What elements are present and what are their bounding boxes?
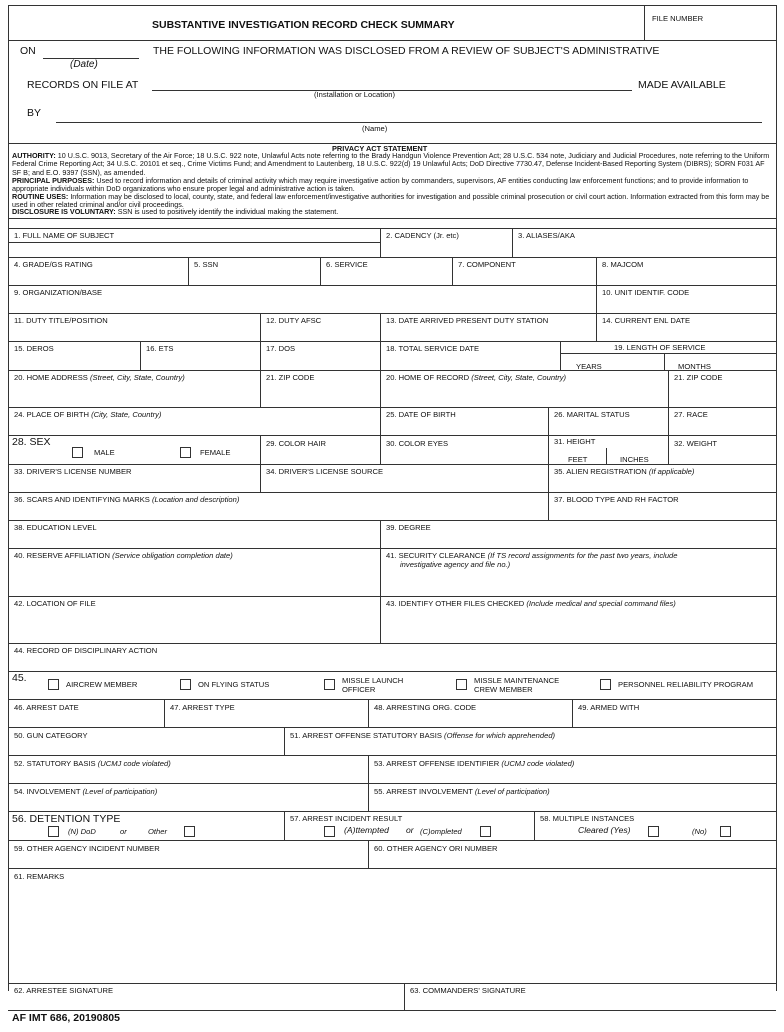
file-number-field[interactable] xyxy=(646,24,774,39)
file-number-label: FILE NUMBER xyxy=(652,14,704,23)
name-field[interactable] xyxy=(56,107,762,122)
label-arrestee-signature: 62. ARRESTEE SIGNATURE xyxy=(14,986,114,995)
label-armed-with: 49. ARMED WITH xyxy=(578,703,640,712)
date-field[interactable] xyxy=(43,44,139,58)
label-grade: 4. GRADE/GS RATING xyxy=(14,260,93,269)
label-scars: 36. SCARS AND IDENTIFYING MARKS (Location and description) xyxy=(14,495,240,504)
label-multiple-instances: 58. MULTIPLE INSTANCES xyxy=(540,814,635,823)
male-checkbox[interactable] xyxy=(72,447,83,458)
made-available-label: MADE AVAILABLE xyxy=(638,79,726,91)
label-clearance: 41. SECURITY CLEARANCE (If TS record assignments for the past two years, include xyxy=(386,551,678,560)
label-completed: (C)ompleted xyxy=(420,827,462,836)
privacy-routine: ROUTINE USES: Information may be disclosed to local, county, state, and federal law enforcement/investigative authorities for investigation and possible criminal prosecution or civil court action. Information extracted from this form may be used in other related criminal and/or civil proceedings. xyxy=(12,192,770,210)
label-45: 45. xyxy=(12,672,27,684)
missile-launch-checkbox[interactable] xyxy=(324,679,335,690)
label-race: 27. RACE xyxy=(674,410,708,419)
prp-checkbox[interactable] xyxy=(600,679,611,690)
label-statutory-basis-51: 51. ARREST OFFENSE STATUTORY BASIS (Offense for which apprehended) xyxy=(290,731,556,740)
name-hint: (Name) xyxy=(362,124,388,133)
by-label: BY xyxy=(27,107,42,119)
label-dl-source: 34. DRIVER'S LICENSE SOURCE xyxy=(266,467,384,476)
label-offense-identifier: 53. ARREST OFFENSE IDENTIFIER (UCMJ code violated) xyxy=(374,759,575,768)
label-months: MONTHS xyxy=(678,362,711,371)
label-sex: 28. SEX xyxy=(12,436,51,448)
label-other-files: 43. IDENTIFY OTHER FILES CHECKED (Include medical and special command files) xyxy=(386,599,676,608)
label-home-record: 20. HOME OF RECORD (Street, City, State, Country) xyxy=(386,373,567,382)
label-alien-reg: 35. ALIEN REGISTRATION (If applicable) xyxy=(554,467,695,476)
label-place-birth: 24. PLACE OF BIRTH (City, State, Country) xyxy=(14,410,162,419)
label-dod: (N) DoD xyxy=(68,827,96,836)
label-cleared-yes: Cleared (Yes) xyxy=(578,825,631,835)
attempted-checkbox[interactable] xyxy=(324,826,335,837)
label-arresting-org: 48. ARRESTING ORG. CODE xyxy=(374,703,477,712)
label-flying: ON FLYING STATUS xyxy=(198,680,270,689)
label-duty-afsc: 12. DUTY AFSC xyxy=(266,316,322,325)
label-years: YEARS xyxy=(576,362,602,371)
label-feet: FEET xyxy=(568,455,588,464)
label-result-or: or xyxy=(406,825,414,835)
label-length-service: 19. LENGTH OF SERVICE xyxy=(614,343,706,352)
label-deros: 15. DEROS xyxy=(14,344,54,353)
label-file-location: 42. LOCATION OF FILE xyxy=(14,599,96,608)
flying-status-checkbox[interactable] xyxy=(180,679,191,690)
privacy-disclosure: DISCLOSURE IS VOLUNTARY: SSN is used to positively identify the individual making the statement. xyxy=(12,207,339,216)
label-other: Other xyxy=(148,827,167,836)
privacy-authority: AUTHORITY: 10 U.S.C. 9013, Secretary of the Air Force; 18 U.S.C. 922 note, Unlawful Acts note referring to the Brady Handgun Violence Prevention Act; 28 U.S.C. 534 note, Judiciary and Judicial Procedures, note referring to the Uniform Federal Crime Reporting Act; 34 U.S.C. 20101 et seq., Crime Victims Fund; and Amendment to Lautenberg, 18 U.S.C. 922(d) 19 Unlawful Acts; DoD Directive 7730.47, Defense Incident-Based Reporting System (DIBRS); SORN F031 AF SF B; and E.O. 9397 (SSN), as amended. xyxy=(12,151,770,177)
label-male: MALE xyxy=(94,448,115,457)
label-dob: 25. DATE OF BIRTH xyxy=(386,410,456,419)
label-agency-incident: 59. OTHER AGENCY INCIDENT NUMBER xyxy=(14,844,160,853)
label-reserve: 40. RESERVE AFFILIATION (Service obligation completion date) xyxy=(14,551,233,560)
label-prp: PERSONNEL RELIABILITY PROGRAM xyxy=(618,680,754,689)
remarks-field[interactable] xyxy=(10,882,774,981)
label-date-arrived: 13. DATE ARRIVED PRESENT DUTY STATION xyxy=(386,316,549,325)
cleared-no-checkbox[interactable] xyxy=(720,826,731,837)
label-unit-code: 10. UNIT IDENTIF. CODE xyxy=(602,288,690,297)
label-detention-type: 56. DETENTION TYPE xyxy=(12,813,121,825)
label-weight: 32. WEIGHT xyxy=(674,439,718,448)
label-clearance-hint: investigative agency and file no.) xyxy=(400,560,511,569)
label-degree: 39. DEGREE xyxy=(386,523,431,532)
label-gun-category: 50. GUN CATEGORY xyxy=(14,731,88,740)
female-checkbox[interactable] xyxy=(180,447,191,458)
label-agency-ori: 60. OTHER AGENCY ORI NUMBER xyxy=(374,844,498,853)
label-blood-type: 37. BLOOD TYPE AND RH FACTOR xyxy=(554,495,679,504)
label-home-address: 20. HOME ADDRESS (Street, City, State, Country) xyxy=(14,373,185,382)
label-arrest-date: 46. ARREST DATE xyxy=(14,703,79,712)
label-zip-b: 21. ZIP CODE xyxy=(674,373,723,382)
label-cadency: 2. CADENCY (Jr. etc) xyxy=(386,231,459,240)
aircrew-checkbox[interactable] xyxy=(48,679,59,690)
completed-checkbox[interactable] xyxy=(480,826,491,837)
label-involvement: 54. INVOLVEMENT (Level of participation) xyxy=(14,787,158,796)
label-marital: 26. MARITAL STATUS xyxy=(554,410,630,419)
label-missile-maint-2: CREW MEMBER xyxy=(474,685,533,694)
label-education: 38. EDUCATION LEVEL xyxy=(14,523,97,532)
location-hint: (Installation or Location) xyxy=(314,90,396,99)
label-missile-launch-2: OFFICER xyxy=(342,685,376,694)
label-female: FEMALE xyxy=(200,448,231,457)
label-ets: 16. ETS xyxy=(146,344,174,353)
label-majcom: 8. MAJCOM xyxy=(602,260,644,269)
label-arrest-involvement: 55. ARREST INVOLVEMENT (Level of participation) xyxy=(374,787,550,796)
privacy-heading: PRIVACY ACT STATEMENT xyxy=(332,144,428,153)
label-component: 7. COMPONENT xyxy=(458,260,516,269)
label-attempted: (A)ttempted xyxy=(344,825,389,835)
disclosed-text: THE FOLLOWING INFORMATION WAS DISCLOSED FROM A REVIEW OF SUBJECT'S ADMINISTRATIVE xyxy=(153,45,660,57)
label-missile-launch: MISSLE LAUNCH xyxy=(342,676,404,685)
date-hint: (Date) xyxy=(70,59,98,70)
form-title: SUBSTANTIVE INVESTIGATION RECORD CHECK SUMMARY xyxy=(152,19,455,31)
label-eyes: 30. COLOR EYES xyxy=(386,439,449,448)
label-organization: 9. ORGANIZATION/BASE xyxy=(14,288,103,297)
label-dl-number: 33. DRIVER'S LICENSE NUMBER xyxy=(14,467,132,476)
label-enl-date: 14. CURRENT ENL DATE xyxy=(602,316,691,325)
missile-maintenance-checkbox[interactable] xyxy=(456,679,467,690)
privacy-purposes: PRINCIPAL PURPOSES: Used to record information and details of criminal activity which may require investigative action by commanders, supervisors, AF entities conducting law enforcement functions; and to provide information to appropriate individuals within DoD organizations who ensure proper legal and administrative action is taken. xyxy=(12,176,749,194)
label-aircrew: AIRCREW MEMBER xyxy=(66,680,138,689)
records-label: RECORDS ON FILE AT xyxy=(27,79,139,91)
label-remarks: 61. REMARKS xyxy=(14,872,65,881)
label-incident-result: 57. ARREST INCIDENT RESULT xyxy=(290,814,403,823)
label-commander-signature: 63. COMMANDERS' SIGNATURE xyxy=(410,986,526,995)
other-checkbox[interactable] xyxy=(184,826,195,837)
on-label: ON xyxy=(20,45,36,57)
form-id: AF IMT 686, 20190805 xyxy=(12,1012,120,1024)
location-field[interactable] xyxy=(152,76,632,90)
label-missile-maint: MISSLE MAINTENANCE xyxy=(474,676,560,685)
label-disciplinary: 44. RECORD OF DISCIPLINARY ACTION xyxy=(14,646,158,655)
label-full-name: 1. FULL NAME OF SUBJECT xyxy=(14,231,115,240)
label-cleared-no: (No) xyxy=(692,827,707,836)
label-height: 31. HEIGHT xyxy=(554,437,596,446)
label-hair: 29. COLOR HAIR xyxy=(266,439,326,448)
label-detention-or: or xyxy=(120,827,127,836)
label-dos: 17. DOS xyxy=(266,344,296,353)
dod-checkbox[interactable] xyxy=(48,826,59,837)
label-service: 6. SERVICE xyxy=(326,260,368,269)
label-zip-a: 21. ZIP CODE xyxy=(266,373,315,382)
label-ssn: 5. SSN xyxy=(194,260,219,269)
cleared-yes-checkbox[interactable] xyxy=(648,826,659,837)
label-aliases: 3. ALIASES/AKA xyxy=(518,231,575,240)
label-statutory-basis-52: 52. STATUTORY BASIS (UCMJ code violated) xyxy=(14,759,171,768)
label-inches: INCHES xyxy=(620,455,649,464)
label-arrest-type: 47. ARREST TYPE xyxy=(170,703,235,712)
label-total-service: 18. TOTAL SERVICE DATE xyxy=(386,344,480,353)
label-duty-title: 11. DUTY TITLE/POSITION xyxy=(14,316,108,325)
